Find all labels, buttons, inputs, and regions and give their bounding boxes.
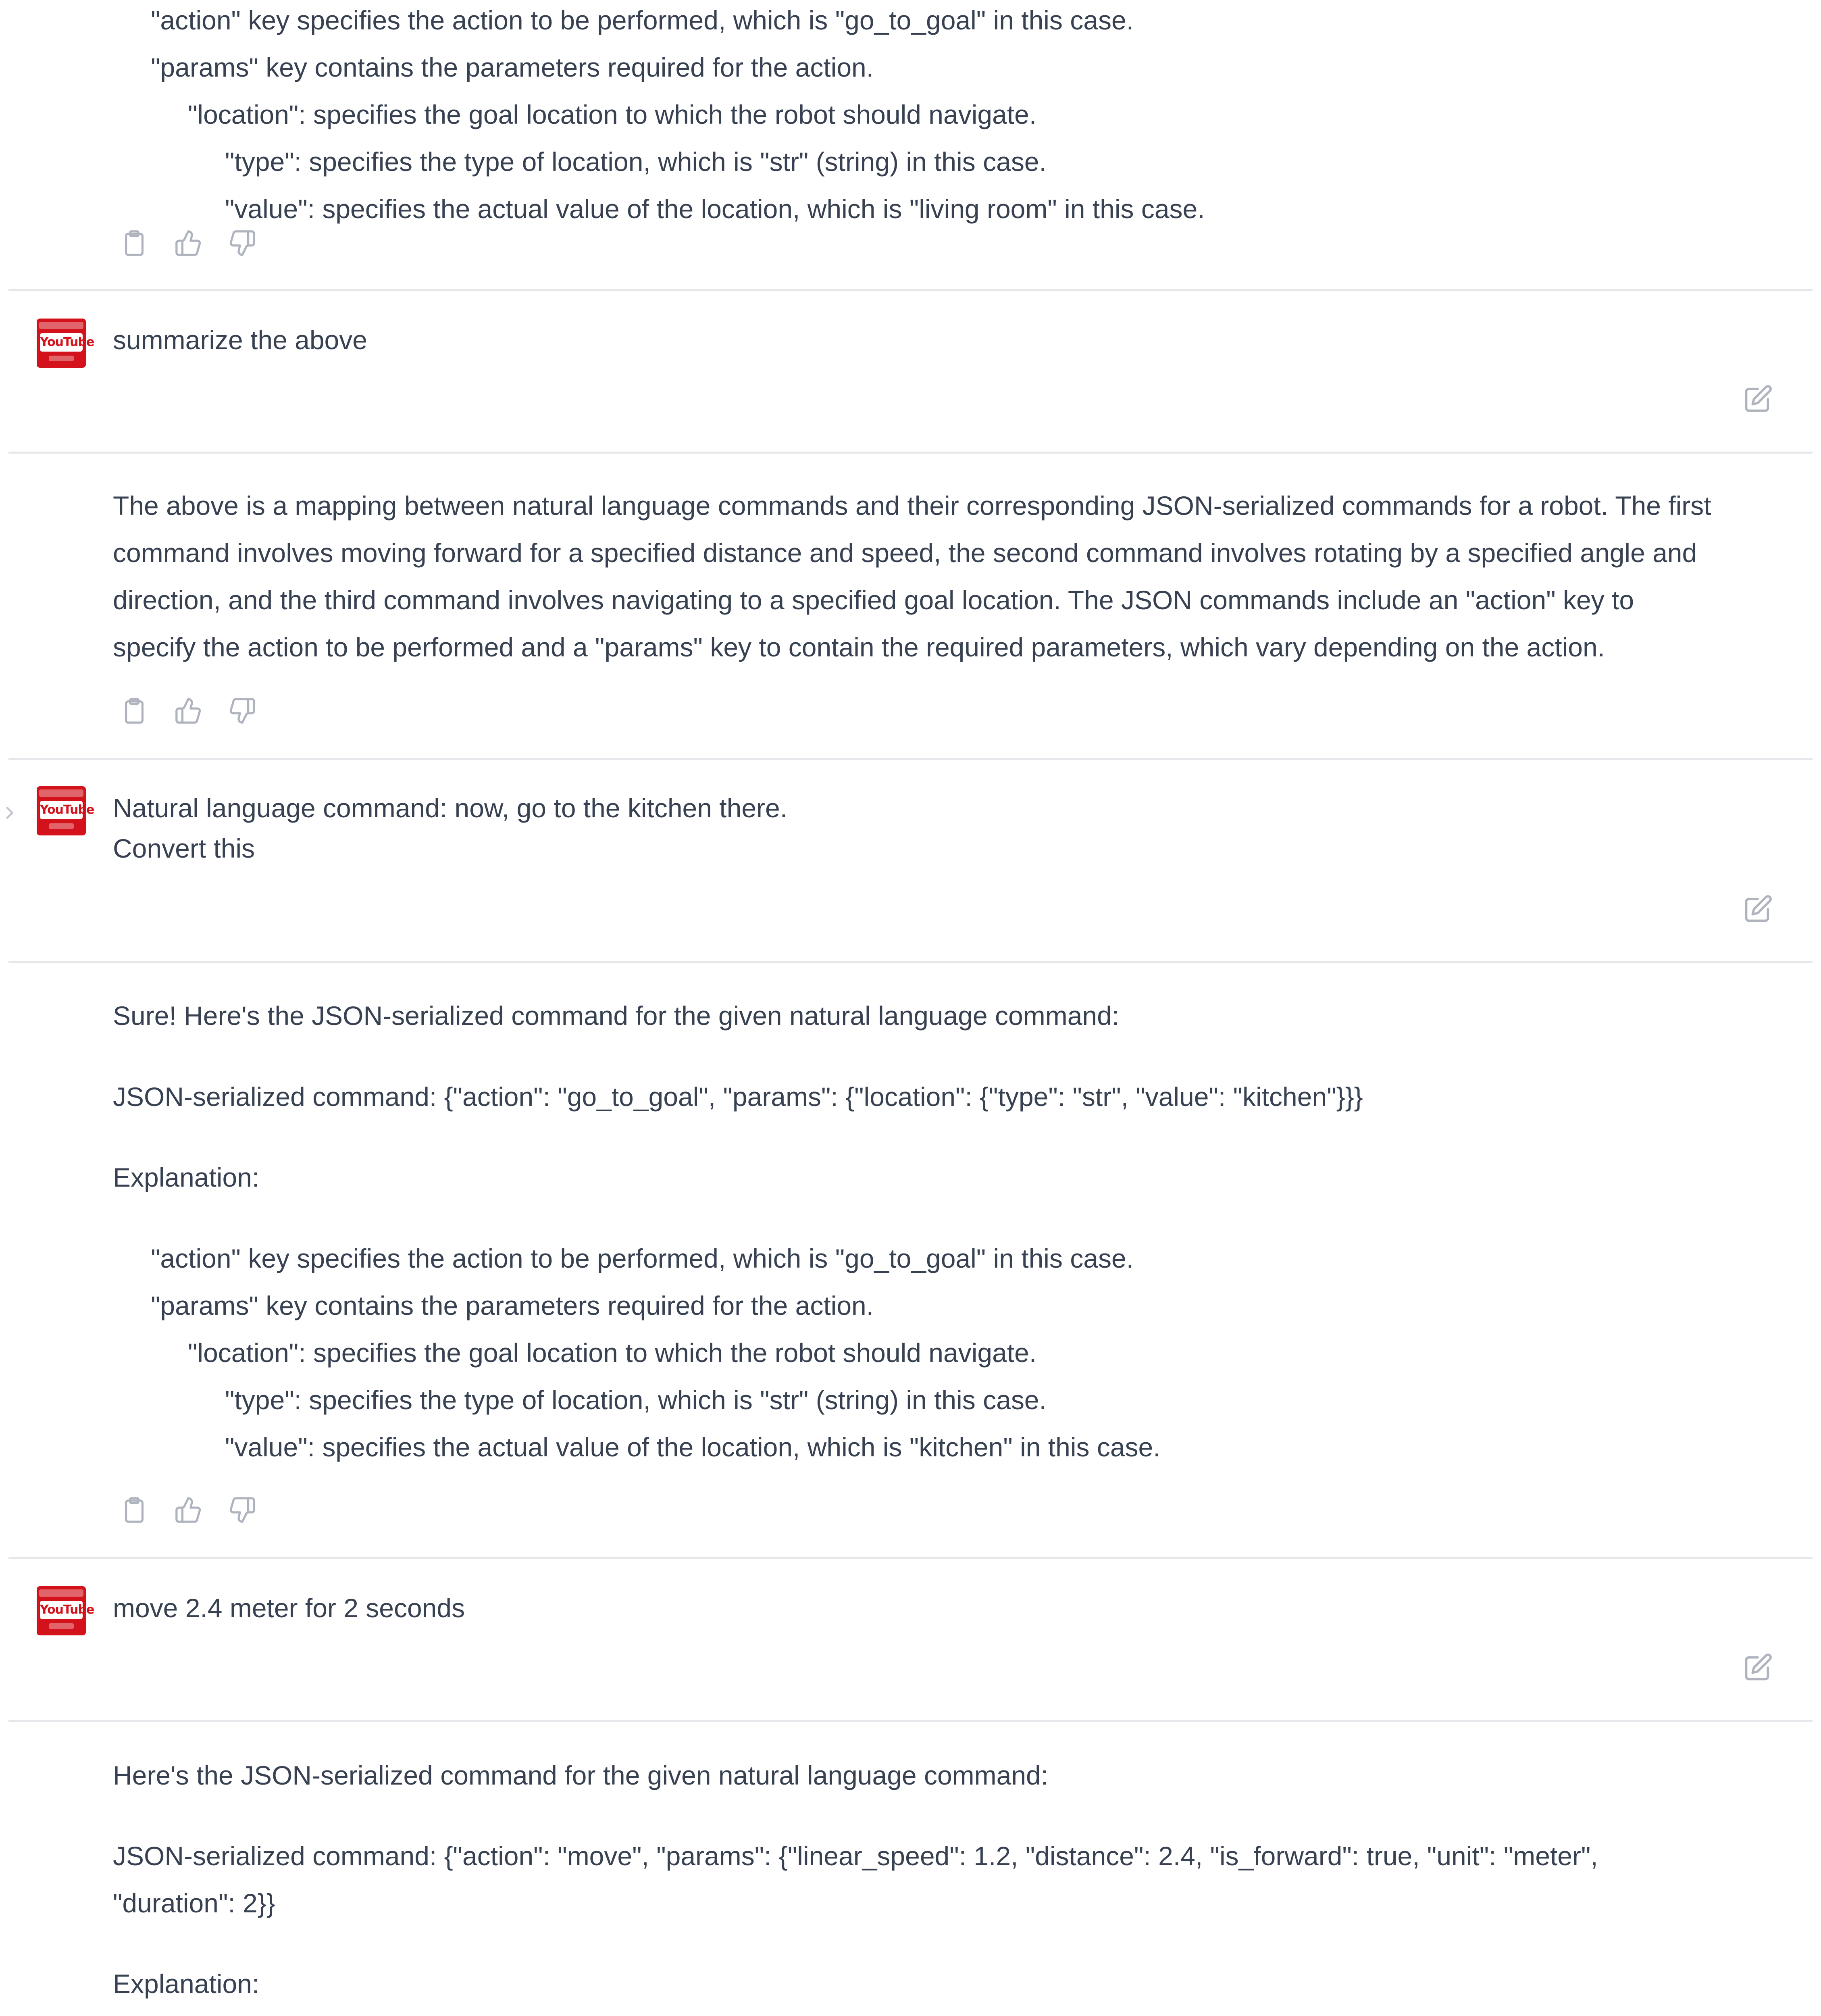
edit-icon[interactable] — [1742, 384, 1773, 414]
explanation-line: "type": specifies the type of location, which is "str" (string) in this case. — [225, 147, 1047, 177]
explanation-line: "params" key contains the parameters required for the action. — [151, 52, 874, 82]
clipboard-icon[interactable] — [120, 697, 148, 725]
thumbs-down-icon[interactable] — [228, 1496, 256, 1524]
edit-icon[interactable] — [1742, 894, 1773, 925]
divider — [8, 289, 1813, 291]
thumbs-up-icon[interactable] — [174, 697, 202, 725]
avatar — [37, 319, 94, 368]
json-command: JSON-serialized command: {"action": "move", "params": {"linear_speed": 1.2, "distance": 2.4, "is_forward": true, "unit": "meter", — [113, 1841, 1598, 1871]
explanation-label: Explanation: — [113, 1162, 260, 1192]
user-message-text: summarize the above — [113, 325, 367, 355]
avatar — [37, 786, 94, 835]
explanation-line: "value": specifies the actual value of the location, which is "kitchen" in this case. — [225, 1432, 1161, 1462]
thumbs-down-icon[interactable] — [228, 229, 256, 257]
explanation-line: "value": specifies the actual value of the location, which is "living room" in this case. — [225, 194, 1205, 224]
assistant-text-line: The above is a mapping between natural language commands and their corresponding JSON-serialized commands for a robot. The first — [113, 491, 1711, 521]
user-message-text: move 2.4 meter for 2 seconds — [113, 1593, 465, 1623]
thumbs-down-icon[interactable] — [228, 697, 256, 725]
youtube-logo: YouTube — [40, 333, 83, 352]
explanation-line: "location": specifies the goal location to which the robot should navigate. — [188, 1338, 1037, 1368]
clipboard-icon[interactable] — [120, 229, 148, 257]
explanation-line: "location": specifies the goal location to which the robot should navigate. — [188, 100, 1037, 129]
explanation-line: "action" key specifies the action to be performed, which is "go_to_goal" in this case. — [151, 5, 1134, 35]
user-message-text: Convert this — [113, 833, 255, 863]
clipboard-icon[interactable] — [120, 1496, 148, 1524]
edit-icon[interactable] — [1742, 1652, 1773, 1683]
assistant-text-line: command involves moving forward for a specified distance and speed, the second command involves rotating by a specified angle and — [113, 538, 1697, 568]
explanation-label: Explanation: — [113, 1969, 260, 1999]
divider — [8, 758, 1813, 760]
thumbs-up-icon[interactable] — [174, 1496, 202, 1524]
assistant-intro: Sure! Here's the JSON-serialized command for the given natural language command: — [113, 1001, 1120, 1031]
assistant-intro: Here's the JSON-serialized command for the given natural language command: — [113, 1760, 1049, 1790]
youtube-logo: YouTube — [40, 801, 83, 819]
json-command: "duration": 2}} — [113, 1888, 275, 1918]
divider — [8, 1557, 1813, 1559]
divider — [8, 961, 1813, 963]
explanation-line: "params" key contains the parameters required for the action. — [151, 1291, 874, 1320]
json-command: JSON-serialized command: {"action": "go_to_goal", "params": {"location": {"type": "str", "value": "kitchen"}}} — [113, 1082, 1363, 1112]
thumbs-up-icon[interactable] — [174, 229, 202, 257]
youtube-logo: YouTube — [40, 1601, 83, 1619]
explanation-line: "action" key specifies the action to be performed, which is "go_to_goal" in this case. — [151, 1243, 1134, 1273]
assistant-text-line: direction, and the third command involves navigating to a specified goal location. The JSON commands include an "action" key to — [113, 585, 1634, 615]
user-message-text: Natural language command: now, go to the kitchen there. — [113, 793, 788, 823]
divider — [8, 1720, 1813, 1722]
chevron-right-icon[interactable] — [3, 805, 15, 821]
assistant-text-line: specify the action to be performed and a "params" key to contain the required parameters, which vary depending on the action. — [113, 632, 1605, 662]
divider — [8, 452, 1813, 454]
explanation-line: "type": specifies the type of location, which is "str" (string) in this case. — [225, 1385, 1047, 1415]
avatar — [37, 1586, 94, 1635]
